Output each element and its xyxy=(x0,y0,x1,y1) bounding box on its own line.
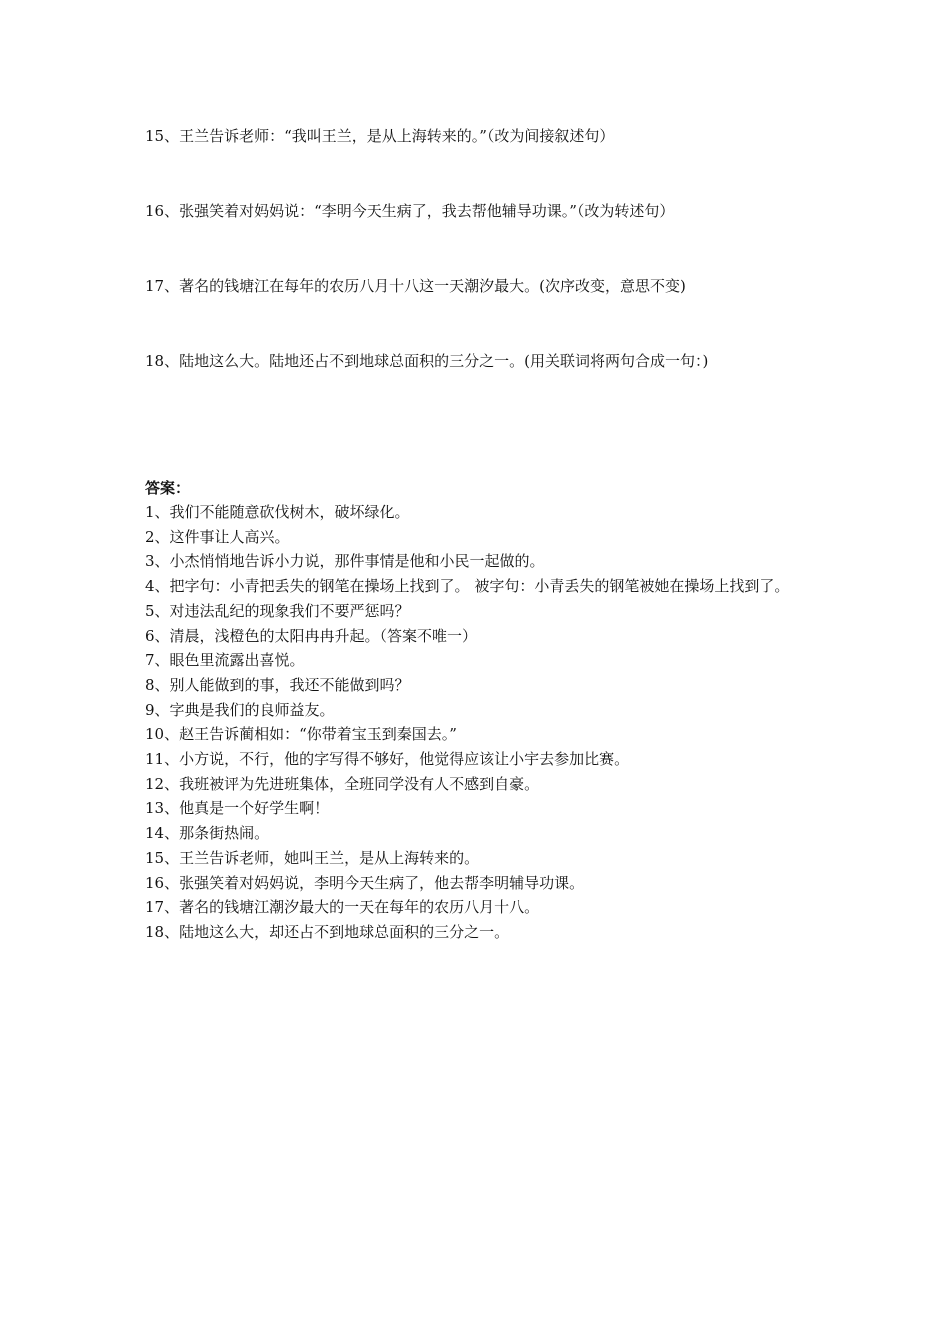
answer-13: 13、他真是一个好学生啊！ xyxy=(145,799,330,818)
answer-12: 12、我班被评为先进班集体，全班同学没有人不感到自豪。 xyxy=(145,774,540,793)
answer-1: 1、我们不能随意砍伐树木，破坏绿化。 xyxy=(145,503,410,521)
answers-heading: 答案： xyxy=(145,479,191,497)
answer-9: 9、字典是我们的良师益友。 xyxy=(145,700,335,719)
answer-10: 10、赵王告诉蔺相如：“你带着宝玉到秦国去。” xyxy=(145,725,457,744)
answer-8: 8、别人能做到的事，我还不能做到吗？ xyxy=(145,675,410,694)
answer-18: 18、陆地这么大，却还占不到地球总面积的三分之一。 xyxy=(145,922,510,941)
answers-section xyxy=(145,476,815,945)
answer-11: 11、小方说，不行，他的字写得不够好，他觉得应该让小宇去参加比赛。 xyxy=(145,750,630,769)
answer-2: 2、这件事让人高兴。 xyxy=(145,527,290,546)
question-17: 17、著名的钱塘江在每年的农历八月十八这一天潮汐最大。(次序改变，意思不变) xyxy=(145,277,686,295)
answer-17: 17、著名的钱塘江潮汐最大的一天在每年的农历八月十八。 xyxy=(145,898,540,917)
answer-5: 5、对违法乱纪的现象我们不要严惩吗？ xyxy=(145,601,410,620)
answer-3: 3、小杰悄悄地告诉小力说，那件事情是他和小民一起做的。 xyxy=(145,552,545,571)
answer-15: 15、王兰告诉老师，她叫王兰，是从上海转来的。 xyxy=(145,848,480,867)
answer-4: 4、把字句：小青把丢失的钢笔在操场上找到了。 被字句：小青丢失的钢笔被她在操场上找到了。 xyxy=(145,577,790,596)
question-15: 15、王兰告诉老师：“我叫王兰，是从上海转来的。”（改为间接叙述句） xyxy=(145,127,615,145)
answer-16: 16、张强笑着对妈妈说，李明今天生病了，他去帮李明辅导功课。 xyxy=(145,873,585,892)
answer-14: 14、那条街热闹。 xyxy=(145,824,270,843)
answer-7: 7、眼色里流露出喜悦。 xyxy=(145,651,305,670)
question-18: 18、陆地这么大。陆地还占不到地球总面积的三分之一。(用关联词将两句合成一句：) xyxy=(145,352,709,370)
question-16: 16、张强笑着对妈妈说：“李明今天生病了，我去帮他辅导功课。”（改为转述句） xyxy=(145,202,675,220)
answer-6: 6、清晨，浅橙色的太阳冉冉升起。（答案不唯一） xyxy=(145,626,478,645)
answer-list xyxy=(145,500,815,945)
